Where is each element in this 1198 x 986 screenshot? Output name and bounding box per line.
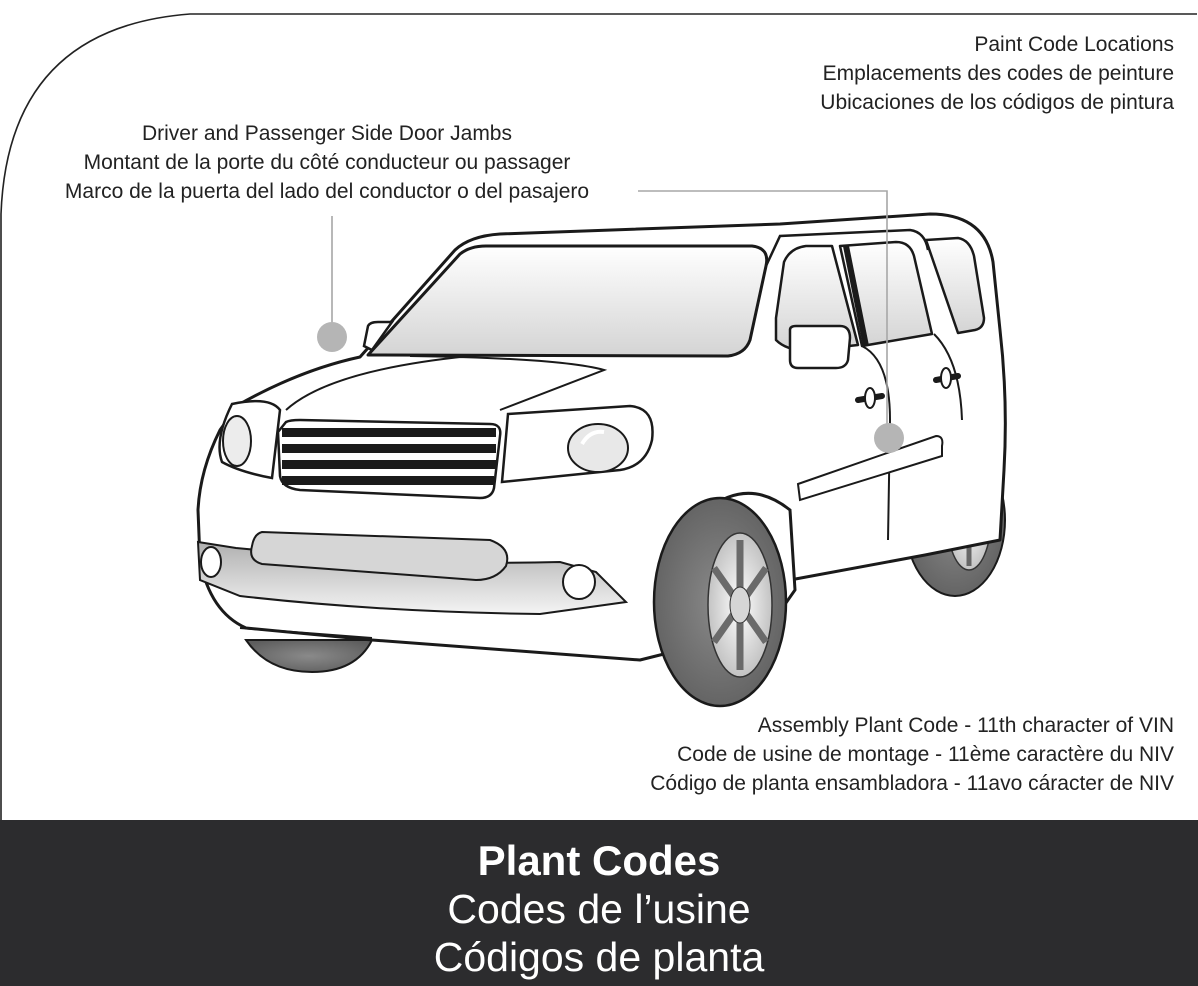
footer-title-fr: Codes de l’usine [447,886,751,932]
front-grille [278,420,500,498]
paint-code-locations-label [820,30,1174,117]
side-mirror [790,326,850,368]
windshield [368,246,767,356]
footer-title-en: Plant Codes [477,837,721,884]
label-line-fr: Code de usine de montage - 11ème caractère du NIV [677,743,1174,766]
label-line-en: Paint Code Locations [974,33,1174,56]
label-line-es: Marco de la puerta del lado del conductor o del pasajero [64,180,590,203]
label-line-fr: Emplacements des codes de peinture [822,62,1174,85]
title-footer [0,820,1198,986]
door-jambs-label [0,119,654,206]
label-line-en: Assembly Plant Code - 11th character of VIN [757,714,1174,737]
label-line-es: Código de planta ensambladora - 11avo cáracter de NIV [650,772,1174,795]
footer-title-es: Códigos de planta [433,934,765,980]
location-dot-icon [874,423,904,453]
front-wheel [654,498,786,706]
label-line-en: Driver and Passenger Side Door Jambs [141,122,512,145]
label-line-fr: Montant de la porte du côté conducteur ou passager [83,151,571,174]
location-dot-icon [317,322,347,352]
label-line-es: Ubicaciones de los códigos de pintura [820,91,1174,114]
assembly-plant-code-label [650,711,1174,798]
